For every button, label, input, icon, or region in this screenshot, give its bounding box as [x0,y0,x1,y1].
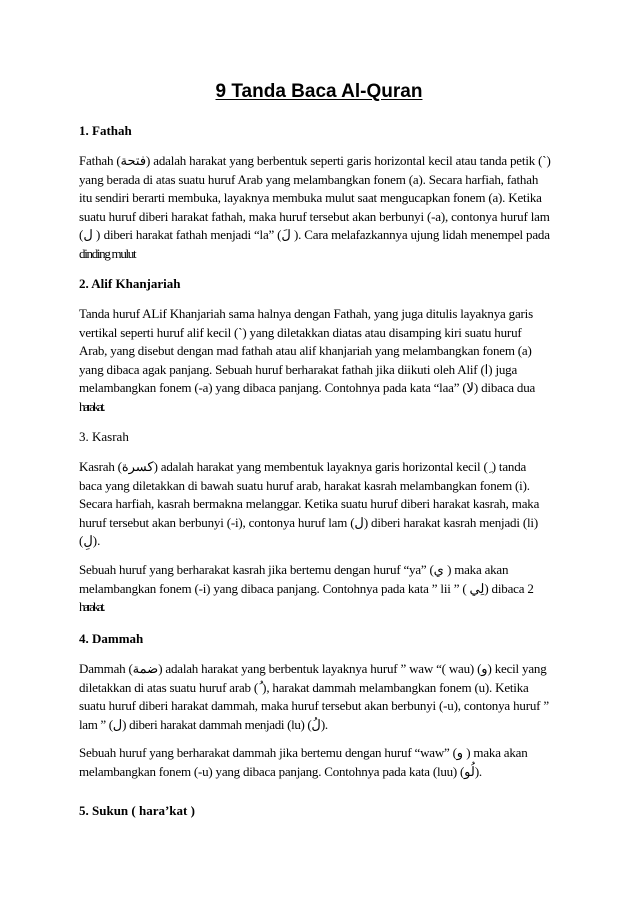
paragraph-line: Arab, yang disebut dengan mad fathah atau alif khanjariah yang melambangkan fonem (a) [79,343,532,359]
paragraph-dammah-long [79,744,579,781]
paragraph-kasrah [79,458,579,551]
paragraph-line: lam ” (ل) diberi harakat dammah menjadi (lu) (لُ). [79,716,328,732]
paragraph-line: melambangkan fonem (-i) yang dibaca panjang. Contohnya pada kata ” lii ” ( لِي) dibaca 2 [79,580,534,596]
paragraph-kasrah-long [79,561,579,617]
paragraph-line: suatu huruf diberi harakat fathah, maka huruf tersebut akan berbunyi (-a), contonya huruf lam [79,208,550,224]
paragraph-line: melambangkan fonem (-a) yang dibaca panjang. Contohnya pada kata “laa” (لا) dibaca dua [79,380,536,396]
section-heading-dammah: 4. Dammah [79,631,144,646]
paragraph-line: Sebuah huruf yang berharakat dammah jika bertemu dengan huruf “waw” (و ) maka akan [79,745,528,760]
paragraph-dammah [79,660,579,734]
section-heading-kasrah: 3. Kasrah [79,429,129,444]
paragraph-fathah [79,152,579,264]
section-heading-fathah: 1. Fathah [79,123,132,138]
paragraph-line: Dammah (ضمة) adalah harakat yang berbentuk layaknya huruf ” waw “( wau) (و) kecil yang [79,661,547,676]
paragraph-line: yang berada di atas suatu huruf Arab yang melambangkan fonem (a). Secara harfiah, fathah [79,171,539,187]
paragraph-line: (ل ) diberi harakat fathah menjadi “la” (لَ ). Cara melafazkannya ujung lidah menempel pada [79,227,550,243]
paragraph-line: Kasrah (كسرة) adalah harakat yang membentuk layaknya garis horizontal kecil ( ِ) tanda [79,459,527,474]
paragraph-line: (لِ). [79,533,101,549]
paragraph-line: harakat. [79,599,104,615]
paragraph-line: Sebuah huruf yang berharakat kasrah jika bertemu dengan huruf “ya” (ي ) maka akan [79,562,509,577]
paragraph-line: huruf tersebut akan berbunyi (-i), contonya huruf lam (ل) diberi harakat kasrah menjadi (li) [79,514,539,530]
section-heading-sukun: 5. Sukun ( hara’kat ) [79,803,195,818]
paragraph-line: vertikal seperti huruf alif kecil (`) yang diletakkan diatas atau disamping kiri suatu huruf [79,324,522,340]
paragraph-line: Tanda huruf ALif Khanjariah sama halnya dengan Fathah, yang juga ditulis layaknya garis [79,306,533,321]
paragraph-line: diletakkan di atas suatu huruf arab ( ُ), harakat dammah melambangkan fonem (u). Ketika [79,679,529,695]
paragraph-line: harakat. [79,398,104,414]
paragraph-line: dinding mulut [79,245,136,261]
paragraph-alif-khanjariah [79,305,579,417]
document-title: 9 Tanda Baca Al-Quran [215,81,423,102]
paragraph-line: suatu huruf diberi harakat dammah, maka huruf tersebut akan berbunyi (-u), contonya huruf ” [79,698,549,714]
section-heading-alif-khanjariah: 2. Alif Khanjariah [79,276,181,291]
paragraph-line: Fathah (فتحة) adalah harakat yang berbentuk seperti garis horizontal kecil atau tanda petik (`) [79,153,551,168]
paragraph-line: itu sendiri berarti membuka, layaknya membuka mulut saat mengucapkan fonem (a). Ketika [79,190,542,206]
paragraph-line: yang dibaca agak panjang. Sebuah huruf berharakat fathah jika diikuti oleh Alif (ا) juga [79,361,518,377]
paragraph-line: melambangkan fonem (-u) yang dibaca panjang. Contohnya pada kata (luu) (لُو). [79,763,482,779]
paragraph-line: Secara harfiah, kasrah bermakna melanggar. Ketika suatu huruf diberi harakat kasrah, maka [79,496,540,512]
paragraph-line: baca yang diletakkan di bawah suatu huruf arab, harakat kasrah melambangkan fonem (i). [79,477,530,493]
